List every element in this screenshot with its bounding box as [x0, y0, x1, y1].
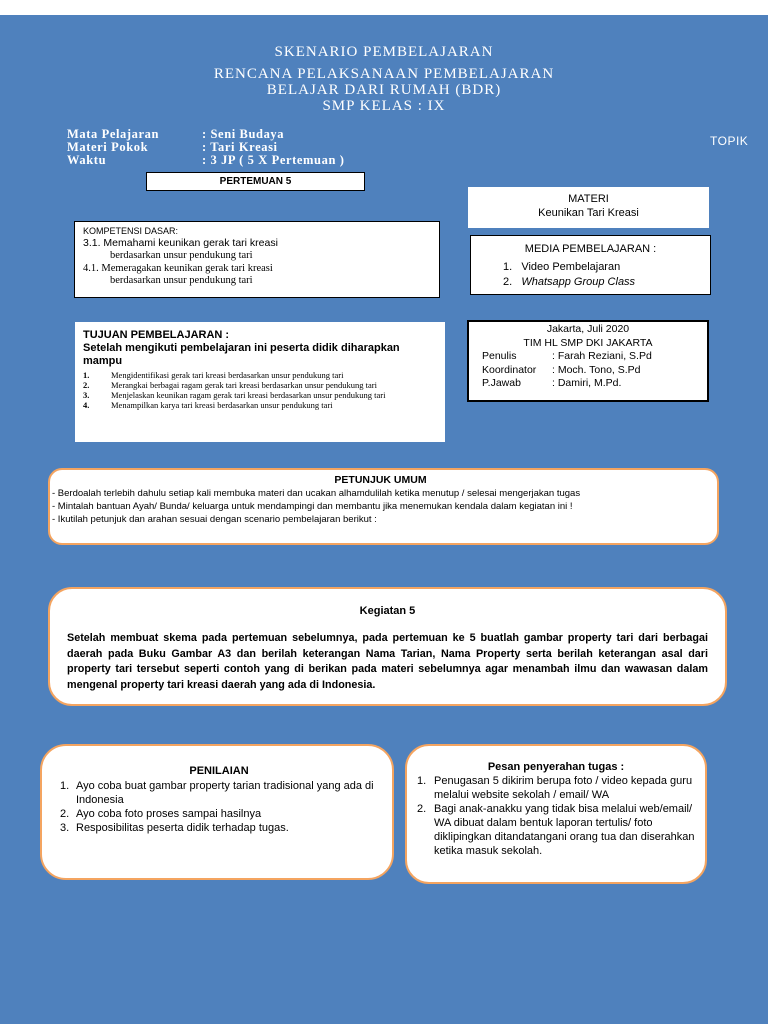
tujuan-box: [75, 322, 445, 442]
penilaian-box: [40, 744, 394, 880]
pertemuan-label: PERTEMUAN 5: [219, 176, 292, 187]
materi-box: [468, 187, 709, 228]
pesan-box: [405, 744, 707, 884]
pesan-heading: Pesan penyerahan tugas :: [487, 761, 625, 773]
kegiatan-heading: Kegiatan 5: [359, 605, 416, 617]
kompetensi-item-1-cont: berdasarkan unsur pendukung tari: [110, 250, 253, 261]
penilaian-item-2-text: Ayo coba foto proses sampai hasilnya: [76, 808, 262, 820]
petunjuk-box: [48, 468, 719, 545]
pesan-list: [417, 774, 695, 858]
tujuan-item-3: 3. Menjelaskan keunikan ragam gerak tari kreasi berdasarkan unsur pendukung tari: [83, 390, 386, 400]
kompetensi-item-1: 3.1. Memahami keunikan gerak tari kreasi: [83, 237, 278, 249]
tim-pjawab-value: : Damiri, M.Pd.: [552, 377, 622, 389]
tim-penulis-value: : Farah Reziani, S.Pd: [552, 350, 652, 362]
pertemuan-box: [146, 172, 365, 191]
tujuan-item-1: 1. Mengidentifikasi gerak tari kreasi berdasarkan unsur pendukung tari: [83, 370, 344, 380]
petunjuk-line-1: - Berdoalah terlebih dahulu setiap kali membuka materi dan ucakan alhamdulilah ketika menutup / selesai mengerjakan tugas: [52, 488, 581, 499]
meta-topic: [67, 140, 278, 154]
title-kelas: SMP KELAS : IX: [322, 98, 446, 114]
meta-time-value: : 3 JP ( 5 X Pertemuan ): [202, 153, 345, 167]
media-item-2: 2. Whatsapp Group Class: [503, 276, 636, 288]
meta-topic-label: Materi Pokok: [67, 140, 149, 154]
tujuan-list: [83, 370, 437, 410]
penilaian-item-1-text: Ayo coba buat gambar property tarian tradisional yang ada di Indonesia: [76, 780, 374, 806]
petunjuk-line-2: - Mintalah bantuan Ayah/ Bunda/ keluarga untuk mendampingi dan membantu jika menemukan kendala dalam kegiatan ini !: [52, 501, 573, 512]
media-item-2-text: Whatsapp Group Class: [521, 276, 636, 288]
penilaian-item-2: 2. Ayo coba foto proses sampai hasilnya: [60, 808, 262, 820]
tim-penulis-label: Penulis: [482, 350, 517, 362]
pesan-item-2: 2. Bagi anak-anakku yang tidak bisa melalui web/email/ WA dibuat dalam bentuk laporan tertulis/ foto diklipingkan ditandatangani orang tua dan diserahkan ketika masuk sekolah.: [417, 803, 695, 857]
tujuan-item-4: 4. Menampilkan karya tari kreasi berdasarkan unsur pendukung tari: [83, 400, 333, 410]
topik-label: TOPIK: [710, 134, 749, 148]
meta-subject-value: : Seni Budaya: [202, 127, 285, 141]
title-rpp: RENCANA PELAKSANAAN PEMBELAJARAN: [213, 66, 555, 82]
petunjuk-heading: PETUNJUK UMUM: [334, 474, 427, 486]
title-bdr: BELAJAR DARI RUMAH (BDR): [266, 82, 502, 98]
tim-date: Jakarta, Juli 2020: [546, 323, 630, 335]
media-item-1: 1. Video Pembelajaran: [503, 261, 621, 273]
petunjuk-line-3: - Ikutilah petunjuk dan arahan sesuai dengan scenario pembelajaran berikut :: [52, 514, 377, 525]
penilaian-item-3: 3. Resposibilitas peserta didik terhadap tugas.: [60, 822, 289, 834]
media-item-1-text: Video Pembelajaran: [521, 261, 621, 273]
kompetensi-box: [74, 221, 440, 298]
tujuan-item-2-text: Merangkai berbagai ragam gerak tari kreasi berdasarkan unsur pendukung tari: [111, 380, 377, 390]
tim-box: [467, 320, 709, 402]
tujuan-item-3-text: Menjelaskan keunikan ragam gerak tari kreasi berdasarkan unsur pendukung tari: [111, 390, 386, 400]
pesan-item-1: 1. Penugasan 5 dikirim berupa foto / video kepada guru melalui website sekolah / email/ WA: [417, 774, 695, 802]
meta-time: [67, 153, 345, 167]
meta-subject: [67, 127, 284, 141]
meta-time-label: Waktu: [67, 153, 107, 167]
penilaian-heading: PENILAIAN: [189, 765, 249, 777]
media-heading: MEDIA PEMBELAJARAN :: [524, 243, 657, 255]
tujuan-item-4-text: Menampilkan karya tari kreasi berdasarkan unsur pendukung tari: [111, 400, 333, 410]
pesan-item-1-text: Penugasan 5 dikirim berupa foto / video kepada guru melalui website sekolah / email/ WA: [434, 775, 693, 801]
penilaian-list: [60, 779, 378, 835]
title-skenario: SKENARIO PEMBELAJARAN: [274, 44, 494, 60]
tim-heading: TIM HL SMP DKI JAKARTA: [523, 336, 653, 349]
tujuan-item-1-text: Mengidentifikasi gerak tari kreasi berdasarkan unsur pendukung tari: [111, 370, 344, 380]
tim-row-pjawab: [482, 377, 707, 391]
tim-pjawab-label: P.Jawab: [482, 377, 521, 389]
tim-koordinator-label: Koordinator: [482, 363, 537, 376]
kegiatan-text: Setelah membuat skema pada pertemuan sebelumnya, pada pertemuan ke 5 buatlah gambar property tari dari berbagai daerah pada Buku Gambar A3 dan berilah keterangan Nama Tarian, Nama Property serta berilah keterangan asal dari property tari tersebut seperti contoh yang di berikan pada materi sebelumnya agar menambah ilmu dan wawasan dalam mengenal property tari kreasi daerah yang ada di Indonesia.: [67, 632, 708, 691]
tim-row-koordinator: [482, 364, 707, 378]
tujuan-heading: TUJUAN PEMBELAJARAN :: [83, 329, 230, 341]
tujuan-item-2: 2. Merangkai berbagai ragam gerak tari kreasi berdasarkan unsur pendukung tari: [83, 380, 377, 390]
kompetensi-item-2: 4.1. Memeragakan keunikan gerak tari kreasi: [83, 263, 273, 274]
tujuan-intro: Setelah mengikuti pembelajaran ini peserta didik diharapkan mampu: [83, 342, 400, 367]
materi-heading: MATERI: [568, 193, 609, 205]
penilaian-item-3-text: Resposibilitas peserta didik terhadap tugas.: [76, 822, 289, 834]
media-list: [503, 260, 635, 290]
media-box: [470, 235, 711, 295]
kompetensi-item-2-cont: berdasarkan unsur pendukung tari: [110, 275, 253, 286]
meta-subject-label: Mata Pelajaran: [67, 127, 160, 141]
tim-koordinator-value: : Moch. Tono, S.Pd: [552, 363, 641, 376]
tim-rows: [469, 350, 707, 391]
kompetensi-heading: KOMPETENSI DASAR:: [83, 226, 179, 236]
pesan-item-2-text: Bagi anak-anakku yang tidak bisa melalui web/email/ WA dibuat dalam bentuk laporan tertulis/ foto diklipingkan ditandatangani orang tua dan diserahkan ketika masuk sekolah.: [434, 803, 695, 857]
tim-row-penulis: [482, 350, 707, 364]
materi-value: Keunikan Tari Kreasi: [538, 207, 639, 219]
kegiatan-box: [48, 587, 727, 706]
meta-topic-value: : Tari Kreasi: [202, 140, 278, 154]
penilaian-item-1: 1. Ayo coba buat gambar property tarian tradisional yang ada di Indonesia: [60, 779, 378, 807]
